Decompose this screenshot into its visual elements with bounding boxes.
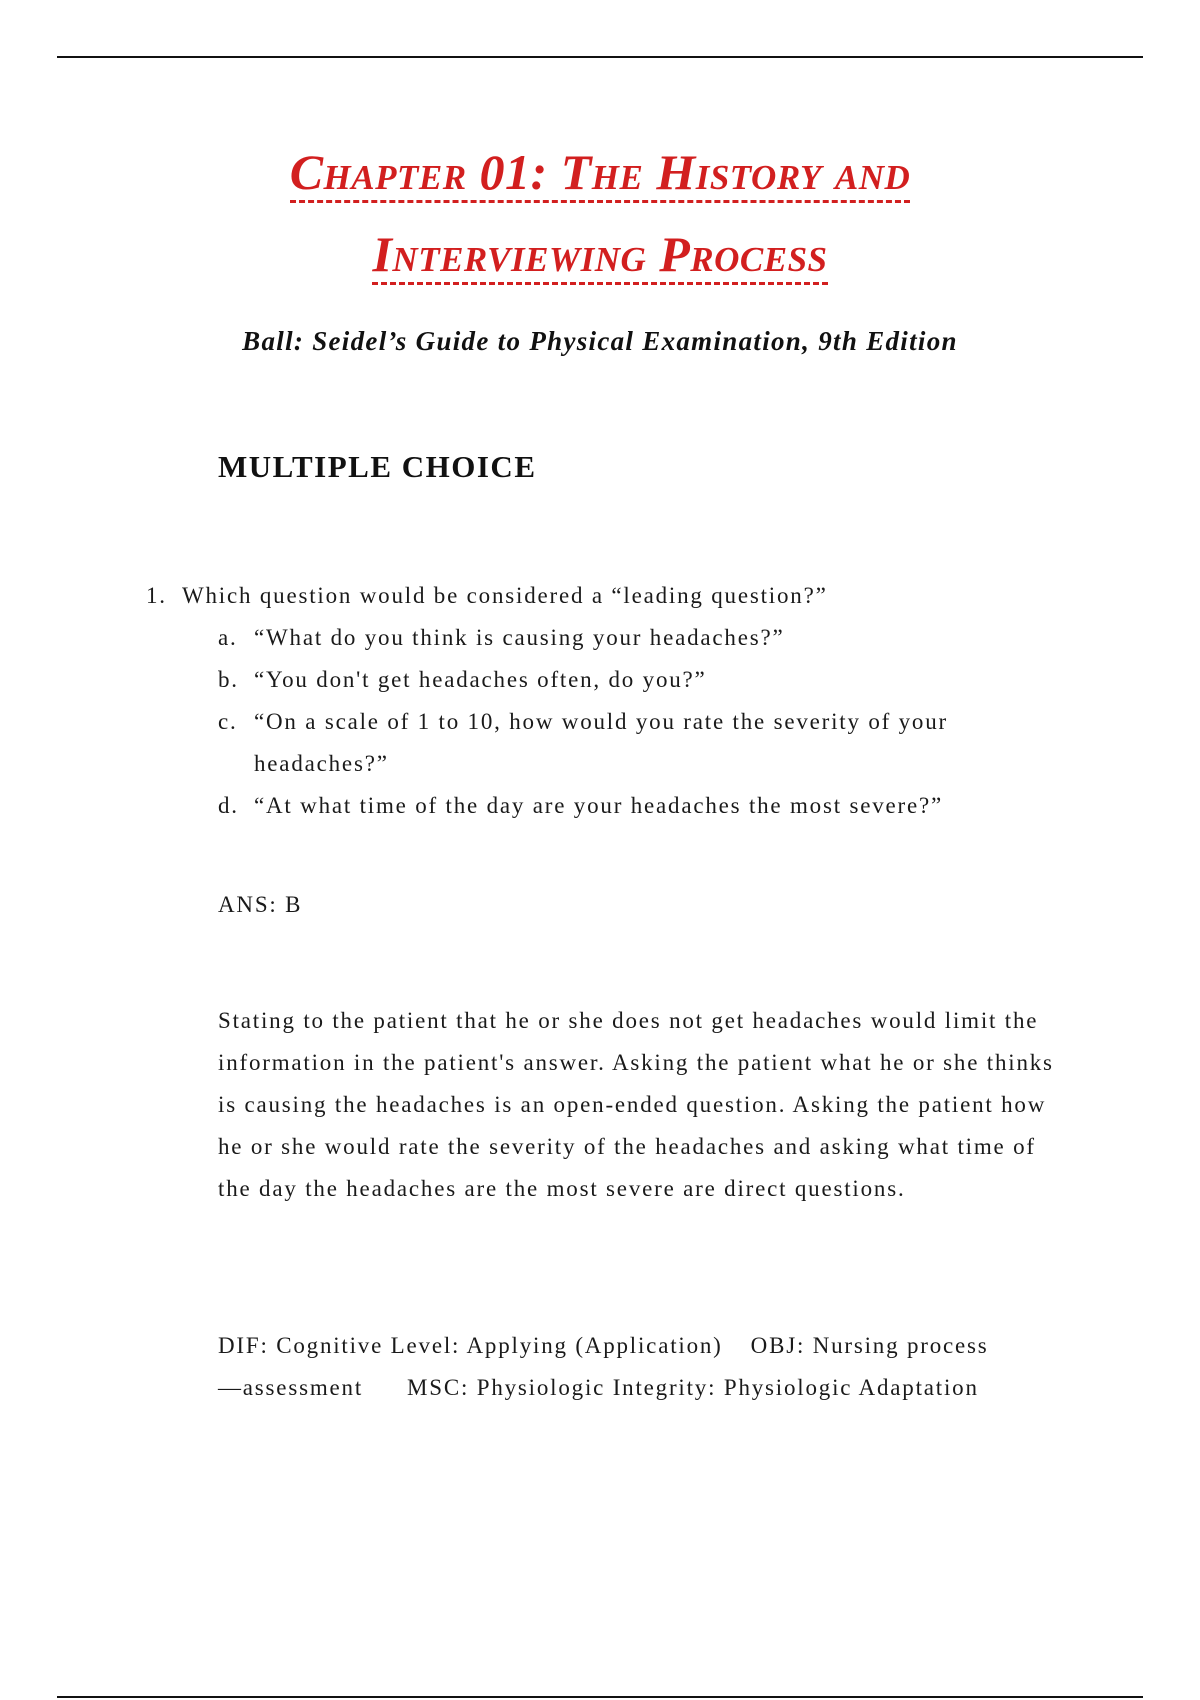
answer-options xyxy=(218,617,1018,827)
question-number: 1. xyxy=(146,583,167,608)
chapter-title-text-2: Interviewing Process xyxy=(372,226,827,285)
option-text: “What do you think is causing your headaches?” xyxy=(254,625,785,650)
option-a xyxy=(218,617,1018,659)
msc-label: MSC: Physiologic Integrity: Physiologic Adaptation xyxy=(407,1375,979,1400)
option-letter: a. xyxy=(218,625,238,650)
chapter-title-text-1: Chapter 01: The History and xyxy=(290,144,911,203)
option-text: “At what time of the day are your headaches the most severe?” xyxy=(254,793,944,818)
option-letter: b. xyxy=(218,667,239,692)
answer-key: ANS: B xyxy=(218,892,303,917)
question-metadata xyxy=(218,1325,1008,1409)
difficulty-label: DIF: Cognitive Level: Applying (Application) xyxy=(218,1333,723,1358)
option-letter: d. xyxy=(218,793,239,818)
option-d xyxy=(218,785,1018,827)
question-text: Which question would be considered a “leading question?” xyxy=(182,583,828,608)
bottom-rule xyxy=(57,1696,1143,1698)
chapter-title-line-1 xyxy=(0,143,1200,201)
option-text: “On a scale of 1 to 10, how would you rate the severity of your headaches?” xyxy=(254,709,948,776)
option-letter: c. xyxy=(218,709,238,734)
objective-label: OBJ: Nursing process—assessment xyxy=(218,1333,989,1400)
chapter-title-line-2 xyxy=(0,225,1200,283)
top-rule xyxy=(57,56,1143,58)
question-stem xyxy=(146,575,828,617)
option-c xyxy=(218,701,1018,785)
section-heading: MULTIPLE CHOICE xyxy=(218,449,537,484)
option-text: “You don't get headaches often, do you?” xyxy=(254,667,707,692)
rationale-paragraph: Stating to the patient that he or she does not get headaches would limit the information in the patient's answer. Asking the patient what he or she thinks is causing the headaches is an open-ended question. Asking the patient how he or she would rate the severity of the headaches and asking what time of the day the headaches are the most severe are direct questions. xyxy=(218,1008,1054,1201)
option-b xyxy=(218,659,1018,701)
book-subtitle: Ball: Seidel’s Guide to Physical Examination, 9th Edition xyxy=(242,326,958,356)
